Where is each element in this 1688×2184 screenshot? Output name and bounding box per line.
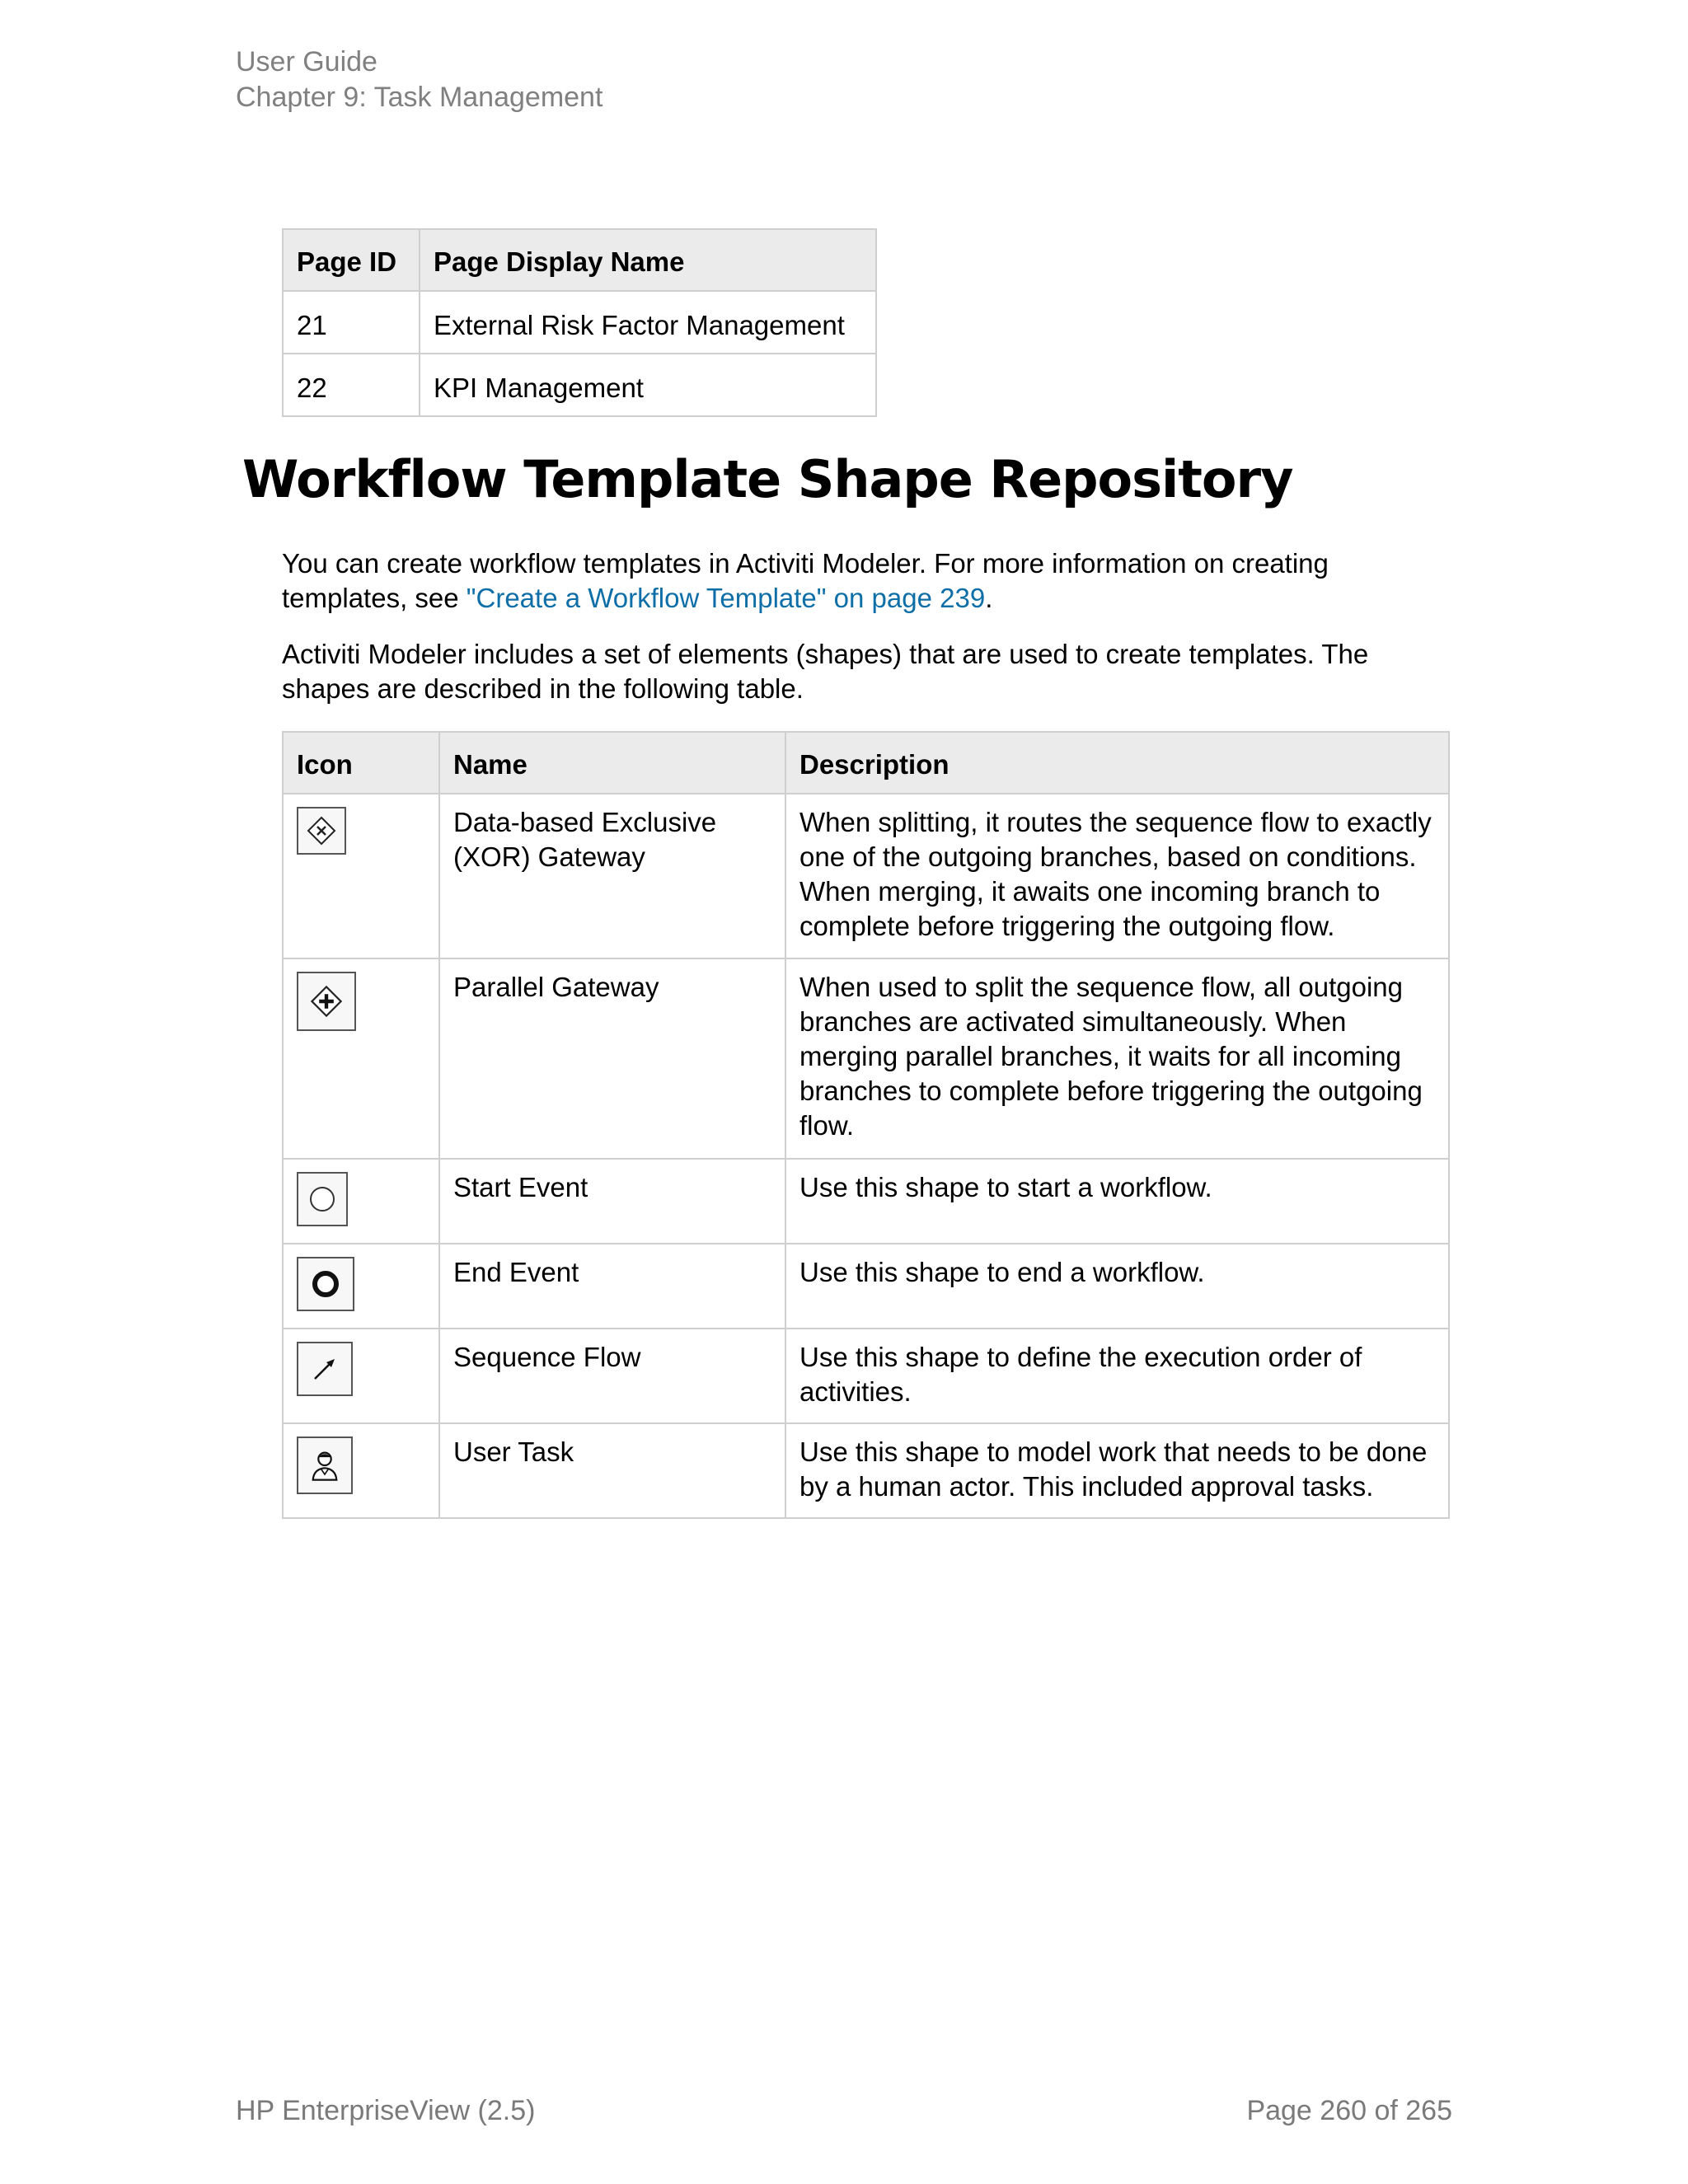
- intro-text-end: .: [985, 583, 993, 613]
- sequence-flow-icon: [297, 1342, 353, 1396]
- shape-description-cell: Use this shape to model work that needs to be done by a human actor. This included approval tasks.: [785, 1423, 1449, 1518]
- shape-description-cell: Use this shape to start a workflow.: [785, 1159, 1449, 1244]
- footer-product: HP EnterpriseView (2.5): [236, 2095, 536, 2126]
- create-workflow-template-link[interactable]: "Create a Workflow Template" on page 239: [466, 583, 986, 613]
- shape-name-cell: Sequence Flow: [439, 1329, 785, 1423]
- table-row: [283, 1159, 1449, 1244]
- shape-name-cell: User Task: [439, 1423, 785, 1518]
- end-event-icon: [297, 1257, 354, 1311]
- user-task-icon: [297, 1436, 353, 1494]
- section-title: Workflow Template Shape Repository: [242, 449, 1293, 509]
- icon-cell: [283, 1423, 439, 1518]
- shape-repository-table: [282, 731, 1450, 1519]
- icon-cell: [283, 794, 439, 958]
- shape-description-cell: Use this shape to define the execution order of activities.: [785, 1329, 1449, 1423]
- intro-text: You can create workflow templates in Activiti Modeler. For more information on creating templates, see: [282, 548, 1329, 613]
- column-header-name: Name: [439, 732, 785, 794]
- shape-description-cell: When splitting, it routes the sequence flow to exactly one of the outgoing branches, based on conditions. When merging, it awaits one incoming branch to complete before triggering the outgoing flow.: [785, 794, 1449, 958]
- xor-gateway-icon: [297, 807, 346, 855]
- icon-cell: [283, 958, 439, 1159]
- page-name-cell: External Risk Factor Management: [420, 291, 876, 354]
- page-id-table: [282, 228, 877, 417]
- icon-cell: [283, 1329, 439, 1423]
- column-header-icon: Icon: [283, 732, 439, 794]
- table-row: [283, 794, 1449, 958]
- page-footer: [236, 2094, 1452, 2127]
- column-header-description: Description: [785, 732, 1449, 794]
- start-event-icon: [297, 1172, 348, 1226]
- parallel-gateway-icon: [297, 972, 356, 1031]
- shape-description-cell: When used to split the sequence flow, all outgoing branches are activated simultaneously. When merging parallel branches, it waits for all incoming branches to complete before triggering the outgoing flow.: [785, 958, 1449, 1159]
- table-row: [283, 1329, 1449, 1423]
- table-header-row: [283, 732, 1449, 794]
- shapes-paragraph: Activiti Modeler includes a set of elements (shapes) that are used to create templates. The shapes are described in the following table.: [282, 639, 1369, 704]
- shape-description-cell: Use this shape to end a workflow.: [785, 1244, 1449, 1329]
- shape-name-cell: Parallel Gateway: [439, 958, 785, 1159]
- header-chapter-title: Chapter 9: Task Management: [236, 82, 603, 113]
- table-row: [283, 1244, 1449, 1329]
- icon-cell: [283, 1159, 439, 1244]
- page-id-cell: 22: [283, 354, 420, 416]
- shape-name-cell: Start Event: [439, 1159, 785, 1244]
- icon-cell: [283, 1244, 439, 1329]
- page-id-cell: 21: [283, 291, 420, 354]
- footer-page-number: Page 260 of 265: [1246, 2095, 1452, 2126]
- table-row: [283, 291, 876, 354]
- table-row: [283, 354, 876, 416]
- intro-paragraph: [282, 546, 1452, 616]
- running-header: [236, 45, 603, 115]
- table-row: [283, 958, 1449, 1159]
- page-name-cell: KPI Management: [420, 354, 876, 416]
- column-header-page-id: Page ID: [283, 229, 420, 291]
- shape-name-cell: Data-based Exclusive (XOR) Gateway: [439, 794, 785, 958]
- column-header-page-display-name: Page Display Name: [420, 229, 876, 291]
- table-header-row: [283, 229, 876, 291]
- header-guide-title: User Guide: [236, 46, 377, 77]
- table-row: [283, 1423, 1449, 1518]
- shape-name-cell: End Event: [439, 1244, 785, 1329]
